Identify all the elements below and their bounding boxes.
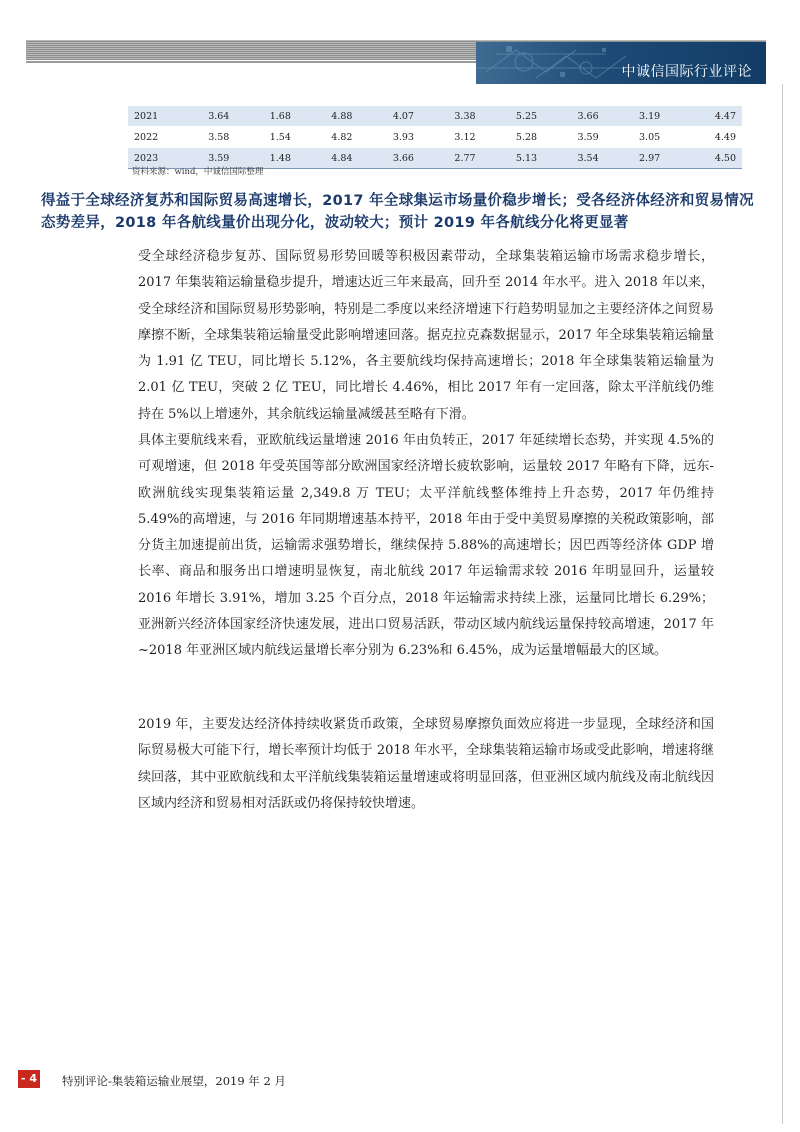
table-cell: 3.59: [557, 127, 619, 148]
table-cell: 3.58: [188, 127, 250, 148]
header-brand-title: 中诚信国际行业评论: [621, 64, 752, 80]
table-cell: 2.77: [434, 148, 496, 169]
table-cell: 4.07: [373, 106, 435, 127]
table-cell: 5.28: [496, 127, 558, 148]
table-cell: 4.82: [311, 127, 373, 148]
table-cell: 2021: [128, 106, 188, 127]
table-cell: 3.93: [373, 127, 435, 148]
table-cell: 4.50: [680, 148, 742, 169]
table-cell: 3.66: [557, 106, 619, 127]
body-paragraph: 受全球经济稳步复苏、国际贸易形势回暖等积极因素带动，全球集装箱运输市场需求稳步增长，2017 年集装箱运输量稳步提升，增速达近三年来最高，回升至 2014 年水平。进入 2018 年以来，受全球经济和国际贸易形势影响，特别是二季度以来经济增速下行趋势明显加之主要经济体之间贸易摩擦不断，全球集装箱运输量受此影响增速回落。据克拉克森数据显示，2017 年全球集装箱运输量为 1.91 亿 TEU，同比增长 5.12%，各主要航线均保持高速增长；2018 年全球集装箱运输量为 2.01 亿 TEU，突破 2 亿 TEU，同比增长 4.46%，相比 2017 年有一定回落，除太平洋航线仍维持在 5%以上增速外，其余航线运输量减缓甚至略有下滑。: [138, 249, 714, 422]
table-cell: 4.49: [680, 127, 742, 148]
table-cell: 1.68: [250, 106, 312, 127]
section-lead-heading: 得益于全球经济复苏和国际贸易高速增长，2017 年全球集运市场量价稳步增长；受各经济体经济和贸易情况态势差异，2018 年各航线量价出现分化，波动较大；预计 2019 年各航线分化将更显著: [41, 193, 754, 231]
table-cell: 1.48: [250, 148, 312, 169]
table-cell: 3.64: [188, 106, 250, 127]
table-cell: 3.05: [619, 127, 681, 148]
table-cell: 2.97: [619, 148, 681, 169]
body-paragraph: 具体主要航线来看，亚欧航线运量增速 2016 年由负转正，2017 年延续增长态势，并实现 4.5%的可观增速，但 2018 年受英国等部分欧洲国家经济增长疲软影响，运量较 2017 年略有下降，远东-欧洲航线实现集装箱运量 2,349.8 万 TEU；太平洋航线整体维持上升态势，2017 年仍维持 5.49%的高增速，与 2016 年同期增速基本持平，2018 年由于受中美贸易摩擦的关税政策影响，部分货主加速提前出货，运输需求强势增长，继续保持 5.88%的高速增长；因巴西等经济体 GDP 增长率、商品和服务出口增速明显恢复，南北航线 2017 年运输需求较 2016 年明显回升，运量较 2016 年增长 3.91%，增加 3.25 个百分点，2018 年运输需求持续上涨，运量同比增长 6.29%；亚洲新兴经济体国家经济快速发展，进出口贸易活跃，带动区域内航线运量保持较高增速，2017 年~2018 年亚洲区域内航线运量增长率分别为 6.23%和 6.45%，成为运量增幅最大的区域。: [138, 433, 714, 659]
table-cell: 5.25: [496, 106, 558, 127]
table-cell: 4.47: [680, 106, 742, 127]
table-cell: 4.88: [311, 106, 373, 127]
page-side-rule: [782, 84, 783, 1124]
table-cell: 3.12: [434, 127, 496, 148]
table-row: [128, 106, 742, 127]
table-row: [128, 127, 742, 148]
table-source-note: 资料来源：wind，中诚信国际整理: [132, 167, 264, 177]
table-cell: 5.13: [496, 148, 558, 169]
table-cell: 2022: [128, 127, 188, 148]
data-table: [128, 106, 742, 169]
page-number-badge: - 4 -: [18, 1070, 40, 1088]
footer-caption: 特别评论-集装箱运输业展望，2019 年 2 月: [62, 1074, 286, 1088]
table-cell: 1.54: [250, 127, 312, 148]
body-paragraph: 2019 年，主要发达经济体持续收紧货币政策，全球贸易摩擦负面效应将进一步显现，全球经济和国际贸易极大可能下行，增长率预计均低于 2018 年水平，全球集装箱运输市场或受此影响，增速将继续回落，其中亚欧航线和太平洋航线集装箱运量增速或将明显回落，但亚洲区域内航线及南北航线因区域内经济和贸易相对活跃或仍将保持较快增速。: [138, 717, 714, 811]
header-logo-banner: [476, 42, 766, 84]
table-cell: 3.38: [434, 106, 496, 127]
table-cell: 3.54: [557, 148, 619, 169]
table-cell: 3.66: [373, 148, 435, 169]
table-cell: 3.19: [619, 106, 681, 127]
table-cell: 4.84: [311, 148, 373, 169]
table-cell: 3.59: [188, 148, 250, 169]
table-cell: 2023: [128, 148, 188, 169]
